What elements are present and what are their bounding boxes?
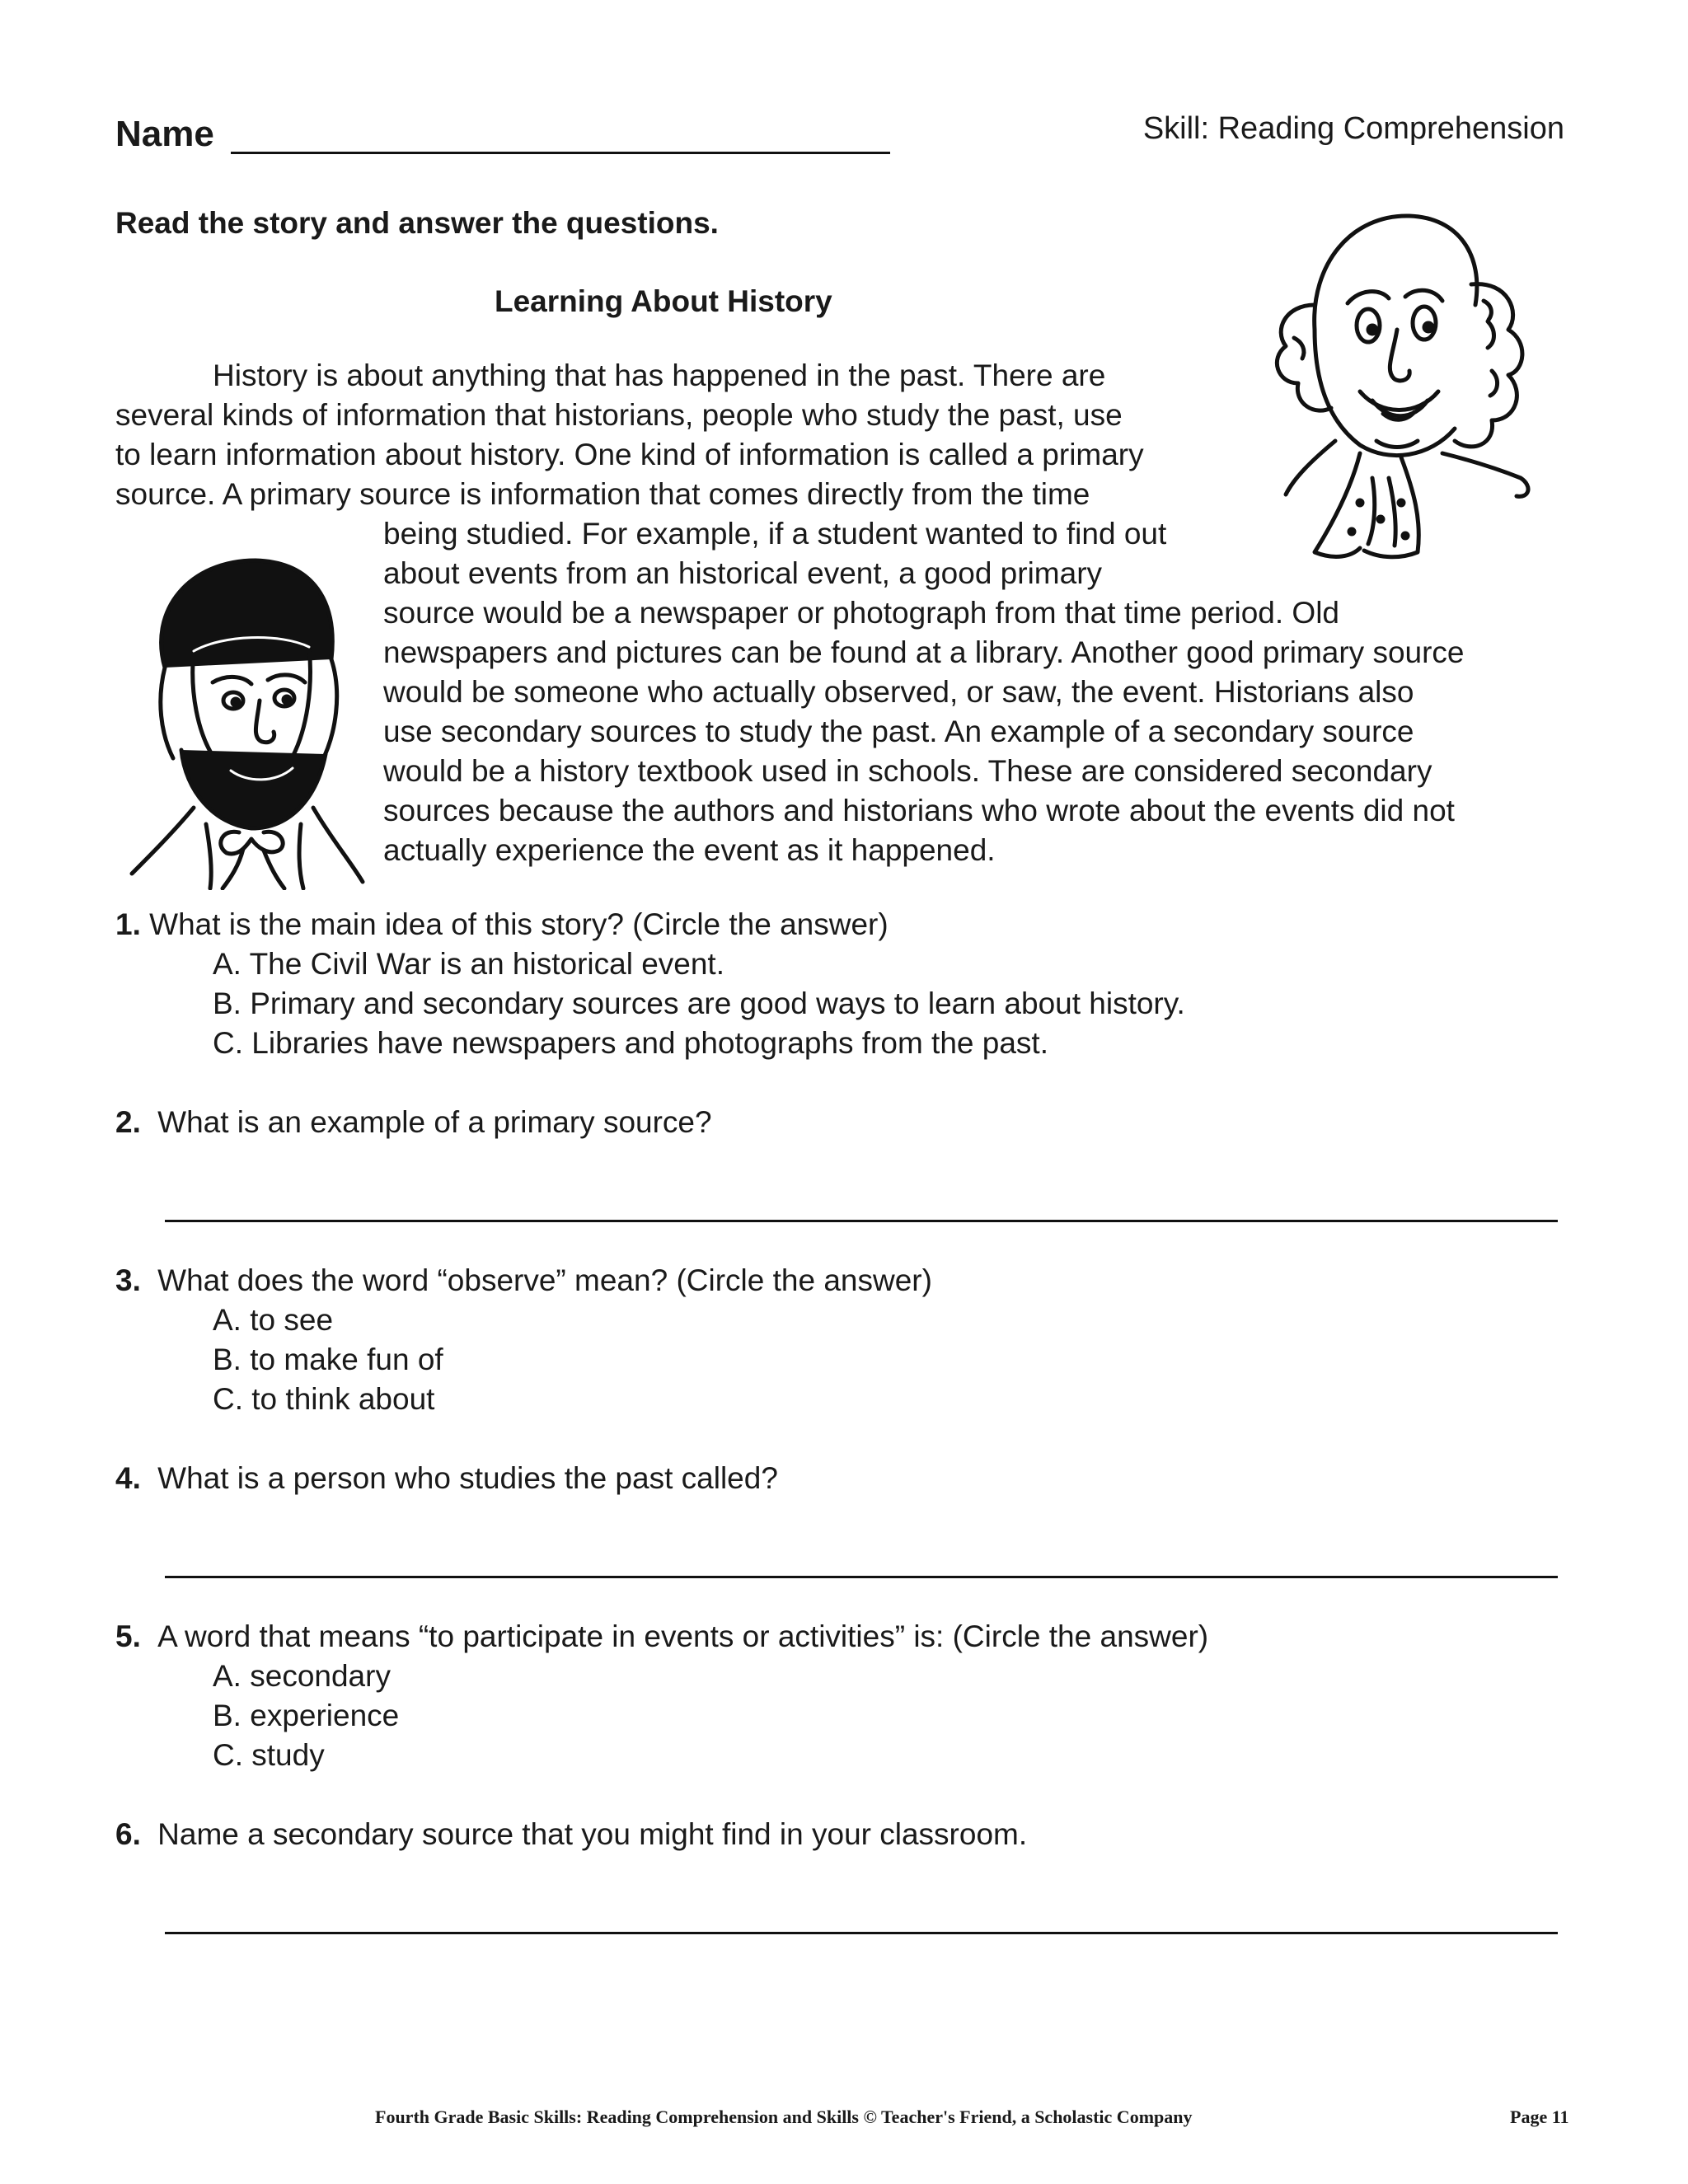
option-b[interactable]: B. to make fun of: [213, 1343, 443, 1376]
question-5: [115, 1617, 1208, 1657]
story-title: Learning About History: [495, 284, 832, 318]
question-number: 6.: [115, 1817, 141, 1851]
lincoln-portrait-illustration: [115, 544, 379, 890]
answer-line-6[interactable]: [165, 1932, 1558, 1934]
question-text: What does the word “observe” mean? (Circle the answer): [157, 1263, 932, 1297]
story-line: use secondary sources to study the past. An example of a secondary source: [383, 715, 1414, 748]
answer-line-4[interactable]: [165, 1576, 1558, 1578]
story-line: several kinds of information that historians, people who study the past, use: [115, 398, 1123, 432]
name-label: Name: [115, 114, 214, 154]
story-line: would be someone who actually observed, or saw, the event. Historians also: [383, 675, 1414, 709]
option-a[interactable]: A. to see: [213, 1303, 334, 1337]
question-3: [115, 1261, 932, 1301]
question-1: [115, 905, 889, 944]
question-text: What is a person who studies the past called?: [157, 1461, 778, 1495]
story-line: actually experience the event as it happened.: [383, 833, 996, 867]
option-c[interactable]: C. study: [213, 1738, 325, 1772]
story-line: about events from an historical event, a good primary: [383, 556, 1103, 590]
question-text: A word that means “to participate in events or activities” is: (Circle the answer): [157, 1619, 1209, 1653]
question-text: What is the main idea of this story? (Circle the answer): [149, 907, 889, 941]
question-6: [115, 1815, 1027, 1854]
question-number: 2.: [115, 1105, 141, 1139]
question-number: 1.: [115, 907, 141, 941]
question-4: [115, 1459, 778, 1498]
story-line: newspapers and pictures can be found at a library. Another good primary source: [383, 635, 1465, 669]
option-b[interactable]: B. Primary and secondary sources are good ways to learn about history.: [213, 987, 1185, 1020]
option-a[interactable]: A. secondary: [213, 1659, 391, 1693]
story-line: source would be a newspaper or photograph from that time period. Old: [383, 596, 1339, 630]
question-number: 3.: [115, 1263, 141, 1297]
story-line: to learn information about history. One kind of information is called a primary: [115, 438, 1144, 471]
instructions: Read the story and answer the questions.: [115, 206, 719, 240]
story-line: History is about anything that has happened in the past. There are: [213, 359, 1106, 392]
option-c[interactable]: C. Libraries have newspapers and photographs from the past.: [213, 1026, 1048, 1060]
answer-line-2[interactable]: [165, 1220, 1558, 1222]
franklin-portrait-illustration: [1236, 206, 1550, 569]
question-number: 4.: [115, 1461, 141, 1495]
option-b[interactable]: B. experience: [213, 1699, 400, 1732]
skill-label: Skill: Reading Comprehension: [1142, 111, 1564, 146]
question-text: What is an example of a primary source?: [157, 1105, 712, 1139]
story-line: being studied. For example, if a student wanted to find out: [383, 517, 1167, 551]
story-line: sources because the authors and historians who wrote about the events did not: [383, 794, 1455, 827]
question-text: Name a secondary source that you might find in your classroom.: [157, 1817, 1028, 1851]
name-write-line[interactable]: [231, 152, 890, 154]
question-number: 5.: [115, 1619, 141, 1653]
page-number: Page 11: [1510, 2107, 1569, 2127]
option-a[interactable]: A. The Civil War is an historical event.: [213, 947, 724, 981]
option-c[interactable]: C. to think about: [213, 1382, 435, 1416]
question-2: [115, 1103, 712, 1142]
story-line: source. A primary source is information that comes directly from the time: [115, 477, 1090, 511]
footer-credit: Fourth Grade Basic Skills: Reading Comprehension and Skills © Teacher's Friend, a Scholastic Company: [375, 2107, 1193, 2127]
story-line: would be a history textbook used in schools. These are considered secondary: [383, 754, 1432, 788]
